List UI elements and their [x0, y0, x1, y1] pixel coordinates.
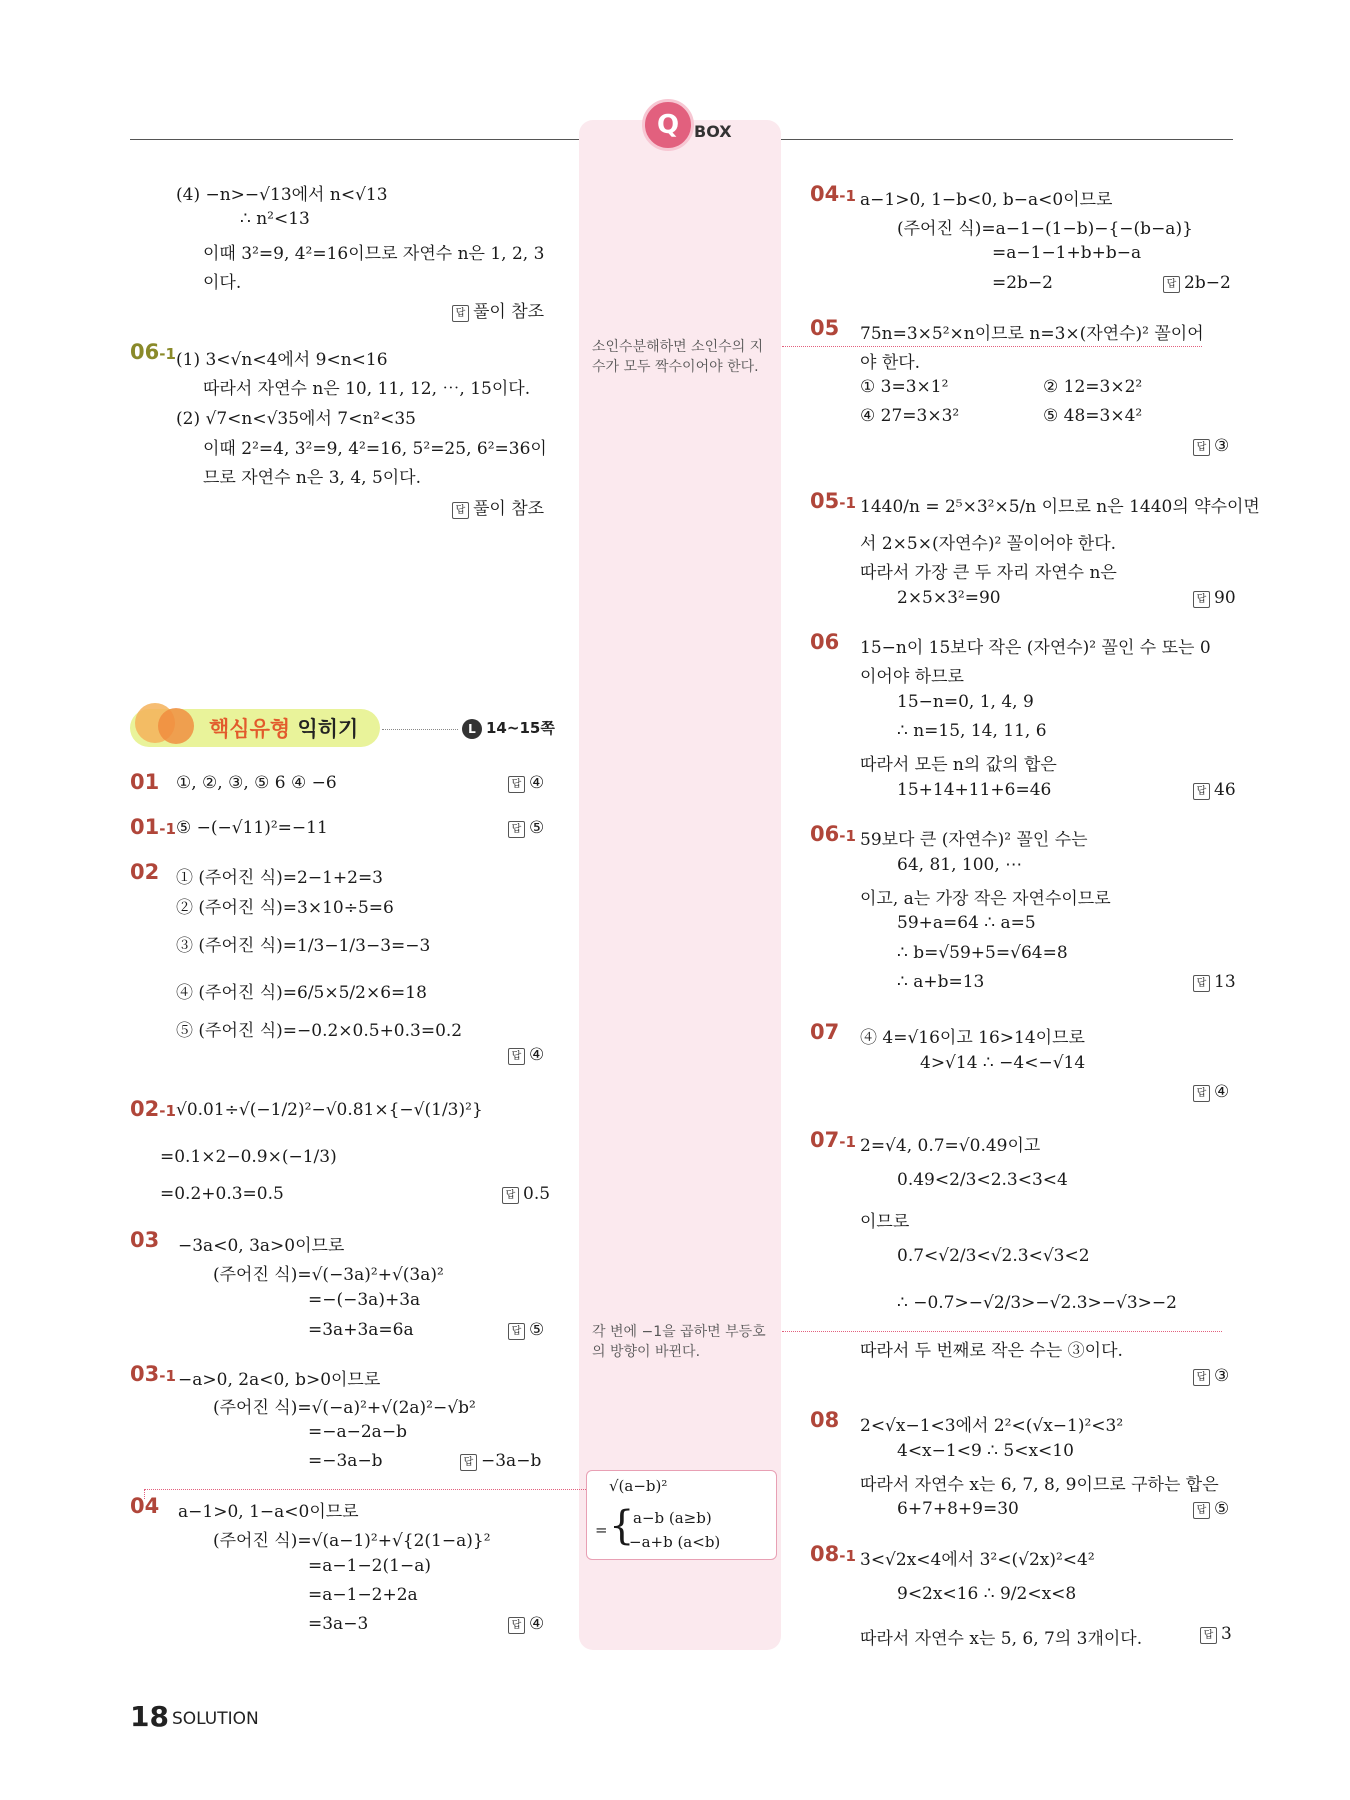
left-p03-number: 03 — [130, 1228, 160, 1252]
left-p031-num: 03 — [130, 1362, 160, 1386]
qbox-formula-brace: { — [609, 1503, 635, 1549]
left-p03-line2: (주어진 식)=√(−3a)²+√(3a)² — [213, 1265, 444, 1285]
left-p4-line4: 이다. — [203, 273, 242, 293]
header-rule-left — [130, 139, 579, 140]
left-p4-line1: (4) −n>−√13에서 n<√13 — [176, 185, 388, 205]
left-p011-num: 01 — [130, 815, 160, 839]
right-p05-number: 05 — [810, 316, 840, 340]
left-p04-answer — [508, 1614, 544, 1634]
qbox-formula-case2: −a+b (a<b) — [629, 1533, 721, 1551]
left-p021-num: 02 — [130, 1097, 160, 1121]
section-title-colored: 핵심유형 — [209, 717, 291, 741]
answer-icon: 답 — [502, 1187, 519, 1204]
right-p05-answer — [1193, 436, 1229, 456]
right-p06-answer-text: 46 — [1214, 780, 1236, 800]
right-p071-sub: -1 — [839, 1133, 856, 1151]
section-title-leader — [382, 729, 458, 730]
left-p02-line1: ① (주어진 식)=2−1+2=3 — [176, 868, 384, 888]
left-p04-line2: (주어진 식)=√(a−1)²+√{2(1−a)}² — [213, 1531, 491, 1551]
left-p061-line4: 이때 2²=4, 3²=9, 4²=16, 5²=25, 6²=36이 — [203, 439, 547, 459]
left-p04-answer-text: ④ — [529, 1614, 545, 1634]
right-p07-answer — [1193, 1082, 1229, 1102]
answer-icon: 답 — [508, 1617, 525, 1634]
left-p061-line5: 므로 자연수 n은 3, 4, 5이다. — [203, 468, 422, 488]
left-p04-number: 04 — [130, 1494, 160, 1518]
left-p031-sub: -1 — [159, 1367, 176, 1385]
right-p06-line1: 15−n이 15보다 작은 (자연수)² 꼴인 수 또는 0 — [860, 638, 1211, 658]
right-p071-line6: 따라서 두 번째로 작은 수는 ③이다. — [860, 1341, 1123, 1361]
right-p05-line4a: ④ 27=3×3² — [860, 406, 960, 426]
left-p02-number: 02 — [130, 860, 160, 884]
left-p031-answer-text: −3a−b — [481, 1451, 542, 1471]
left-p021-answer-text: 0.5 — [523, 1184, 551, 1204]
right-p08-line1: 2<√x−1<3에서 2²<(√x−1)²<3² — [860, 1416, 1124, 1436]
right-p081-answer-text: 3 — [1221, 1624, 1232, 1644]
right-p06-number: 06 — [810, 630, 840, 654]
right-p08-line3: 따라서 자연수 x는 6, 7, 8, 9이므로 구하는 합은 — [860, 1475, 1219, 1495]
right-p07-line1: ④ 4=√16이고 16>14이므로 — [860, 1028, 1085, 1048]
right-p05-line3b: ② 12=3×2² — [1043, 377, 1143, 397]
left-p03-line1: −3a<0, 3a>0이므로 — [178, 1236, 345, 1256]
right-p07-answer-text: ④ — [1214, 1082, 1230, 1102]
left-p061-answer — [452, 494, 544, 519]
right-p071-line5: ∴ −0.7>−√2/3>−√2.3>−√3>−2 — [897, 1293, 1177, 1313]
answer-icon: 답 — [1193, 783, 1210, 800]
left-p031-line3: =−a−2a−b — [308, 1422, 407, 1442]
left-p02-line2: ② (주어진 식)=3×10÷5=6 — [176, 898, 394, 918]
answer-icon: 답 — [1193, 975, 1210, 992]
left-p02-answer-text: ④ — [529, 1045, 545, 1065]
right-p051-sub: -1 — [839, 494, 856, 512]
left-p04-line5: =3a−3 — [308, 1614, 369, 1634]
section-page-range: 14~15쪽 — [486, 719, 555, 737]
answer-icon: 답 — [1193, 1369, 1210, 1386]
right-p061-line1: 59보다 큰 (자연수)² 꼴인 수는 — [860, 830, 1088, 850]
right-p071-line2: 0.49<2/3<2.3<3<4 — [897, 1170, 1068, 1190]
left-p04-line4: =a−1−2+2a — [308, 1585, 418, 1605]
left-p02-line5: ⑤ (주어진 식)=−0.2×0.5+0.3=0.2 — [176, 1021, 463, 1041]
left-p031-line4: =−3a−b — [308, 1451, 383, 1471]
right-p061-sub: -1 — [839, 827, 856, 845]
right-p081-line1: 3<√2x<4에서 3²<(√2x)²<4² — [860, 1550, 1095, 1570]
right-p07-number: 07 — [810, 1020, 840, 1044]
left-p061-line3: (2) √7<n<√35에서 7<n²<35 — [176, 409, 416, 429]
right-p051-line3: 따라서 가장 큰 두 자리 자연수 n은 — [860, 563, 1117, 583]
right-p06-line2: 이어야 하므로 — [860, 667, 964, 687]
answer-icon: 답 — [508, 1323, 525, 1340]
right-p041-line4: =2b−2 — [992, 273, 1054, 293]
section-page-ref — [462, 717, 555, 739]
left-p011-line1: ⑤ −(−√11)²=−11 — [176, 818, 328, 838]
left-p011-answer — [508, 818, 544, 838]
right-p051-number — [810, 489, 856, 513]
left-p03-line4: =3a+3a=6a — [308, 1320, 414, 1340]
right-p041-num: 04 — [810, 182, 840, 206]
answer-icon: 답 — [452, 502, 469, 519]
right-p06-line5: 따라서 모든 n의 값의 합은 — [860, 755, 1057, 775]
left-p04-line3: =a−1−2(1−a) — [308, 1556, 431, 1576]
left-p04-line1: a−1>0, 1−a<0이므로 — [178, 1502, 359, 1522]
left-p02-line4: ④ (주어진 식)=6/5×5/2×6=18 — [176, 983, 427, 1003]
left-p01-answer — [508, 773, 544, 793]
left-p061-number — [130, 340, 176, 364]
left-p01-answer-text: ④ — [529, 773, 545, 793]
right-p05-answer-text: ③ — [1214, 436, 1230, 456]
right-p061-line5: ∴ b=√59+5=√64=8 — [897, 943, 1068, 963]
right-p061-line3: 이고, a는 가장 작은 자연수이므로 — [860, 889, 1111, 909]
answer-icon: 답 — [508, 776, 525, 793]
left-p4-answer — [452, 297, 544, 322]
left-p011-answer-text: ⑤ — [529, 818, 545, 838]
right-p071-line4: 0.7<√2/3<√2.3<√3<2 — [897, 1246, 1090, 1266]
right-p061-number — [810, 822, 856, 846]
qbox-formula-eq: = — [595, 1521, 608, 1539]
section-title-rest: 익히기 — [290, 717, 359, 741]
right-p08-number: 08 — [810, 1408, 840, 1432]
qbox-note-2: 각 변에 −1을 곱하면 부등호의 방향이 바뀐다. — [592, 1324, 766, 1360]
left-p031-number — [130, 1362, 176, 1386]
right-p071-num: 07 — [810, 1128, 840, 1152]
right-p041-sub: -1 — [839, 187, 856, 205]
left-p061-num: 06 — [130, 340, 160, 364]
qbox-formula-leader — [144, 1489, 586, 1490]
left-p061-sub: -1 — [159, 345, 176, 363]
right-p051-answer-text: 90 — [1214, 588, 1236, 608]
left-p061-line2: 따라서 자연수 n은 10, 11, 12, ⋯, 15이다. — [203, 379, 531, 399]
right-p07-line2: 4>√14 ∴ −4<−√14 — [920, 1053, 1086, 1073]
right-p041-line1: a−1>0, 1−b<0, b−a<0이므로 — [860, 190, 1113, 210]
qbox-formula-case1: a−b (a≥b) — [633, 1509, 712, 1527]
right-p041-answer-text: 2b−2 — [1184, 273, 1231, 293]
header-rule-right — [781, 139, 1233, 140]
right-p071-number — [810, 1128, 856, 1152]
right-p071-answer-text: ③ — [1214, 1366, 1230, 1386]
answer-icon: 답 — [1193, 1085, 1210, 1102]
right-p081-line2: 9<2x<16 ∴ 9/2<x<8 — [897, 1584, 1077, 1604]
section-decor-circle-2 — [158, 708, 194, 744]
right-p071-line1: 2=√4, 0.7=√0.49이고 — [860, 1136, 1041, 1156]
right-p081-number — [810, 1542, 856, 1566]
qbox-note-1: 소인수분해하면 소인수의 지수가 모두 짝수이어야 한다. — [592, 339, 764, 375]
right-p05-line1: 75n=3×5²×n이므로 n=3×(자연수)² 꼴이어 — [860, 324, 1204, 344]
right-p06-answer — [1193, 780, 1236, 800]
left-p031-answer — [460, 1451, 541, 1471]
qbox-note-2-leader — [782, 1331, 1222, 1332]
qbox-note-1-leader — [782, 346, 1202, 347]
left-p03-line3: =−(−3a)+3a — [308, 1290, 421, 1310]
left-p01-number: 01 — [130, 770, 160, 794]
answer-icon: 답 — [1200, 1627, 1217, 1644]
right-p081-num: 08 — [810, 1542, 840, 1566]
answer-icon: 답 — [508, 1048, 525, 1065]
right-p051-num: 05 — [810, 489, 840, 513]
right-p061-answer — [1193, 972, 1236, 992]
answer-icon: 답 — [460, 1454, 477, 1471]
right-p071-answer — [1193, 1366, 1229, 1386]
left-p02-answer — [508, 1045, 544, 1065]
right-p051-line1: 1440/n = 2⁵×3²×5/n 이므로 n은 1440의 약수이면 — [860, 497, 1260, 517]
right-p05-line2: 야 한다. — [860, 353, 921, 373]
left-p03-answer — [508, 1320, 544, 1340]
qbox-formula-top: √(a−b)² — [609, 1477, 668, 1495]
right-p081-answer — [1200, 1624, 1232, 1644]
right-p05-line3a: ① 3=3×1² — [860, 377, 949, 397]
left-p031-line2: (주어진 식)=√(−a)²+√(2a)²−√b² — [213, 1398, 476, 1418]
answer-icon: 답 — [452, 305, 469, 322]
left-p4-line3: 이때 3²=9, 4²=16이므로 자연수 n은 1, 2, 3 — [203, 244, 545, 264]
right-p041-number — [810, 182, 856, 206]
right-p081-sub: -1 — [839, 1547, 856, 1565]
left-p021-number — [130, 1097, 176, 1121]
left-p031-line1: −a>0, 2a<0, b>0이므로 — [178, 1370, 381, 1390]
footer-label: SOLUTION — [172, 1709, 259, 1729]
left-p021-line1: √0.01÷√(−1/2)²−√0.81×{−√(1/3)²} — [176, 1100, 483, 1120]
answer-icon: 답 — [1193, 591, 1210, 608]
answer-icon: 답 — [1193, 439, 1210, 456]
right-p041-line3: =a−1−1+b+b−a — [992, 243, 1142, 263]
left-p03-answer-text: ⑤ — [529, 1320, 545, 1340]
right-p051-line2: 서 2×5×(자연수)² 꼴이어야 한다. — [860, 534, 1117, 554]
left-p021-answer — [502, 1184, 550, 1204]
right-p071-line3: 이므로 — [860, 1212, 910, 1232]
qbox-formula-box — [586, 1470, 777, 1560]
right-p05-line4b: ⑤ 48=3×4² — [1043, 406, 1143, 426]
page-number: 18 — [130, 1700, 169, 1733]
left-p011-number — [130, 815, 176, 839]
right-p081-line3: 따라서 자연수 x는 5, 6, 7의 3개이다. — [860, 1629, 1143, 1649]
left-p021-sub: -1 — [159, 1102, 176, 1120]
right-p08-answer — [1193, 1499, 1229, 1519]
left-p021-line2: =0.1×2−0.9×(−1/3) — [160, 1147, 337, 1167]
left-p021-line3: =0.2+0.3=0.5 — [160, 1184, 284, 1204]
left-p011-sub: -1 — [159, 820, 176, 838]
right-p061-num: 06 — [810, 822, 840, 846]
left-p4-answer-text: 풀이 참조 — [473, 302, 545, 322]
answer-icon: 답 — [1163, 276, 1180, 293]
right-p08-line2: 4<x−1<9 ∴ 5<x<10 — [897, 1441, 1074, 1461]
right-p061-answer-text: 13 — [1214, 972, 1236, 992]
left-p4-line2: ∴ n²<13 — [240, 209, 310, 229]
right-p08-line4: 6+7+8+9=30 — [897, 1499, 1019, 1519]
qbox-badge-icon: Q — [642, 99, 694, 151]
right-p06-line3: 15−n=0, 1, 4, 9 — [897, 692, 1034, 712]
right-p061-line4: 59+a=64 ∴ a=5 — [897, 913, 1036, 933]
right-p06-line6: 15+14+11+6=46 — [897, 780, 1052, 800]
right-p06-line4: ∴ n=15, 14, 11, 6 — [897, 721, 1047, 741]
right-p051-line4: 2×5×3²=90 — [897, 588, 1001, 608]
right-p041-answer — [1163, 273, 1231, 293]
qbox-label: BOX — [694, 122, 732, 141]
right-p051-answer — [1193, 588, 1236, 608]
left-p061-line1: (1) 3<√n<4에서 9<n<16 — [176, 350, 388, 370]
answer-icon: 답 — [1193, 1502, 1210, 1519]
right-p08-answer-text: ⑤ — [1214, 1499, 1230, 1519]
lesson-icon: L — [462, 719, 482, 739]
left-p01-line1: ①, ②, ③, ⑤ 6 ④ −6 — [176, 773, 337, 793]
right-p061-line6: ∴ a+b=13 — [897, 972, 985, 992]
right-p041-line2: (주어진 식)=a−1−(1−b)−{−(b−a)} — [897, 219, 1193, 239]
left-p061-answer-text: 풀이 참조 — [473, 499, 545, 519]
answer-icon: 답 — [508, 821, 525, 838]
section-title — [209, 713, 358, 743]
right-p061-line2: 64, 81, 100, ⋯ — [897, 855, 1023, 875]
left-p02-line3: ③ (주어진 식)=1/3−1/3−3=−3 — [176, 936, 431, 956]
